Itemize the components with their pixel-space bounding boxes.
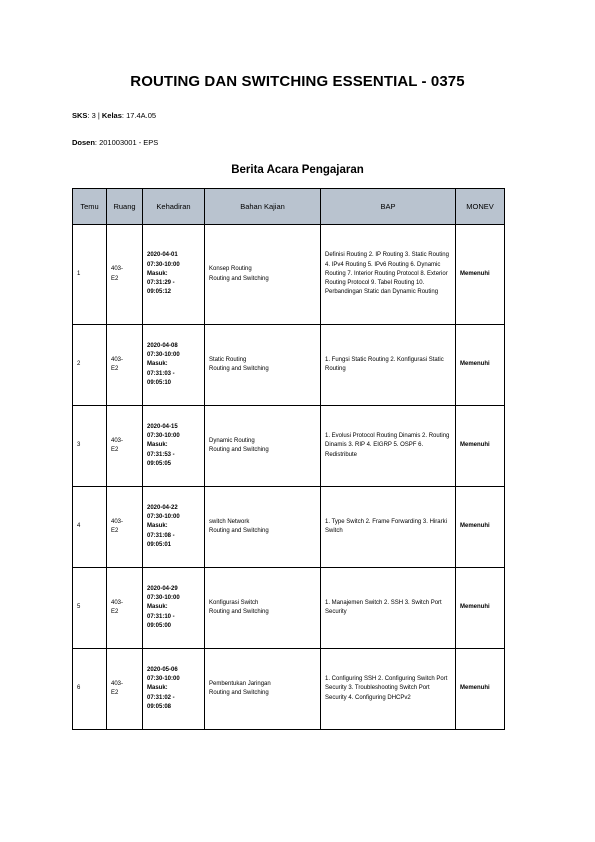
course-info bbox=[72, 111, 156, 120]
cell-ruang bbox=[107, 325, 143, 406]
kehadiran-time: 07:30-10:00 bbox=[147, 595, 180, 602]
cell-bahan-kajian bbox=[205, 325, 321, 406]
ruang-line: E2 bbox=[111, 275, 119, 282]
table-row bbox=[73, 325, 505, 406]
kehadiran-out: 09:05:10 bbox=[147, 379, 172, 386]
cell-ruang bbox=[107, 406, 143, 487]
ruang-line: 403- bbox=[111, 437, 124, 444]
cell-temu: 4 bbox=[73, 487, 107, 568]
kehadiran-in: 07:31:53 - bbox=[147, 451, 175, 458]
ruang-line: 403- bbox=[111, 266, 124, 273]
cell-monev: Memenuhi bbox=[456, 325, 505, 406]
sks-label: SKS bbox=[72, 111, 88, 120]
cell-bap: 1. Evolusi Protocol Routing Dinamis 2. Routing Dinamis 3. RIP 4. EIGRP 5. OSPF 6. Redistribute bbox=[321, 406, 456, 487]
document-title: ROUTING DAN SWITCHING ESSENTIAL - 0375 bbox=[130, 73, 465, 90]
cell-bap: Definisi Routing 2. IP Routing 3. Static Routing 4. IPv4 Routing 5. IPv6 Routing 6. Dynamic Routing 7. Interior Routing Protocol 8. Exterior Routing Protocol 9. Tabel Routing 10. Perbandingan Static dan Dynamic Routing bbox=[321, 225, 456, 325]
kehadiran-time: 07:30-10:00 bbox=[147, 352, 180, 359]
kehadiran-out: 09:05:00 bbox=[147, 622, 172, 629]
cell-monev: Memenuhi bbox=[456, 649, 505, 730]
kehadiran-label: Masuk: bbox=[147, 442, 168, 449]
ruang-line: E2 bbox=[111, 366, 119, 372]
header-bap: BAP bbox=[321, 189, 456, 225]
kehadiran-date: 2020-04-22 bbox=[147, 504, 178, 511]
cell-temu: 2 bbox=[73, 325, 107, 406]
header-temu: Temu bbox=[73, 189, 107, 225]
kehadiran-label: Masuk: bbox=[147, 523, 168, 530]
kehadiran-time: 07:30-10:00 bbox=[147, 514, 180, 521]
bahan-course: Routing and Switching bbox=[209, 447, 269, 453]
kehadiran-label: Masuk: bbox=[147, 270, 168, 277]
kehadiran-out: 09:05:01 bbox=[147, 541, 172, 548]
cell-bahan-kajian bbox=[205, 649, 321, 730]
cell-bahan-kajian bbox=[205, 487, 321, 568]
cell-kehadiran bbox=[143, 225, 205, 325]
cell-kehadiran bbox=[143, 406, 205, 487]
cell-temu: 6 bbox=[73, 649, 107, 730]
kehadiran-label: Masuk: bbox=[147, 604, 168, 611]
kehadiran-date: 2020-04-15 bbox=[147, 423, 178, 430]
cell-bap: 1. Configuring SSH 2. Configuring Switch Port Security 3. Troubleshooting Switch Port Security 4. Configuring DHCPv2 bbox=[321, 649, 456, 730]
cell-monev: Memenuhi bbox=[456, 487, 505, 568]
kehadiran-in: 07:31:29 - bbox=[147, 280, 175, 287]
cell-monev: Memenuhi bbox=[456, 568, 505, 649]
cell-ruang bbox=[107, 568, 143, 649]
cell-bahan-kajian bbox=[205, 568, 321, 649]
header-ruang: Ruang bbox=[107, 189, 143, 225]
kelas-label: Kelas bbox=[101, 111, 122, 120]
bahan-topic: Konsep Routing bbox=[209, 266, 252, 273]
ruang-line: E2 bbox=[111, 690, 119, 696]
ruang-line: 403- bbox=[111, 680, 124, 687]
cell-bahan-kajian bbox=[205, 225, 321, 325]
cell-kehadiran bbox=[143, 568, 205, 649]
kehadiran-date: 2020-04-08 bbox=[147, 342, 178, 349]
bahan-topic: Dynamic Routing bbox=[209, 437, 255, 444]
kehadiran-in: 07:31:02 - bbox=[147, 694, 175, 701]
bahan-topic: Konfigurasi Switch bbox=[209, 599, 259, 606]
table-row bbox=[73, 406, 505, 487]
cell-temu: 5 bbox=[73, 568, 107, 649]
bahan-course: Routing and Switching bbox=[209, 690, 269, 696]
cell-bap: 1. Manajemen Switch 2. SSH 3. Switch Port Security bbox=[321, 568, 456, 649]
cell-bap: 1. Fungsi Static Routing 2. Konfigurasi Static Routing bbox=[321, 325, 456, 406]
cell-kehadiran bbox=[143, 649, 205, 730]
cell-kehadiran bbox=[143, 325, 205, 406]
kehadiran-time: 07:30-10:00 bbox=[147, 433, 180, 440]
kehadiran-date: 2020-05-06 bbox=[147, 666, 178, 673]
kehadiran-date: 2020-04-01 bbox=[147, 252, 178, 259]
kehadiran-date: 2020-04-29 bbox=[147, 585, 178, 592]
table-header-row bbox=[73, 189, 505, 225]
kehadiran-in: 07:31:10 - bbox=[147, 613, 175, 620]
cell-ruang bbox=[107, 649, 143, 730]
table-row bbox=[73, 649, 505, 730]
cell-bahan-kajian bbox=[205, 406, 321, 487]
bahan-topic: Static Routing bbox=[209, 356, 247, 363]
ruang-line: E2 bbox=[111, 447, 119, 453]
kehadiran-in: 07:31:08 - bbox=[147, 532, 175, 539]
kehadiran-out: 09:05:08 bbox=[147, 703, 172, 710]
dosen-value: : 201003001 - EPS bbox=[94, 138, 159, 147]
bahan-course: Routing and Switching bbox=[209, 609, 269, 615]
cell-ruang bbox=[107, 487, 143, 568]
cell-monev: Memenuhi bbox=[456, 225, 505, 325]
header-bahan-kajian: Bahan Kajian bbox=[205, 189, 321, 225]
kehadiran-out: 09:05:05 bbox=[147, 460, 172, 467]
header-monev: MONEV bbox=[456, 189, 505, 225]
cell-temu: 3 bbox=[73, 406, 107, 487]
ruang-line: 403- bbox=[111, 518, 124, 525]
cell-temu: 1 bbox=[73, 225, 107, 325]
lecturer-info bbox=[72, 138, 158, 147]
kehadiran-time: 07:30-10:00 bbox=[147, 261, 180, 268]
cell-ruang bbox=[107, 225, 143, 325]
bap-table bbox=[72, 188, 505, 730]
kehadiran-time: 07:30-10:00 bbox=[147, 676, 180, 683]
section-title: Berita Acara Pengajaran bbox=[231, 164, 364, 176]
ruang-line: E2 bbox=[111, 528, 119, 534]
cell-monev: Memenuhi bbox=[456, 406, 505, 487]
kehadiran-out: 09:05:12 bbox=[147, 289, 172, 296]
kelas-value: : 17.4A.05 bbox=[121, 111, 157, 120]
ruang-line: 403- bbox=[111, 599, 124, 606]
table-row bbox=[73, 225, 505, 325]
bahan-topic: Pembentukan Jaringan bbox=[209, 680, 271, 687]
table-row bbox=[73, 487, 505, 568]
kehadiran-label: Masuk: bbox=[147, 685, 168, 692]
bahan-course: Routing and Switching bbox=[209, 528, 269, 534]
bahan-course: Routing and Switching bbox=[209, 275, 269, 282]
table-row bbox=[73, 568, 505, 649]
bahan-course: Routing and Switching bbox=[209, 366, 269, 372]
dosen-label: Dosen bbox=[72, 138, 95, 147]
sks-value: : 3 | bbox=[87, 111, 100, 120]
header-kehadiran: Kehadiran bbox=[143, 189, 205, 225]
kehadiran-in: 07:31:03 - bbox=[147, 370, 175, 377]
ruang-line: E2 bbox=[111, 609, 119, 615]
ruang-line: 403- bbox=[111, 356, 124, 363]
cell-bap: 1. Type Switch 2. Frame Forwarding 3. Hirarki Switch bbox=[321, 487, 456, 568]
kehadiran-label: Masuk: bbox=[147, 361, 168, 368]
cell-kehadiran bbox=[143, 487, 205, 568]
bahan-topic: switch Network bbox=[209, 518, 250, 525]
